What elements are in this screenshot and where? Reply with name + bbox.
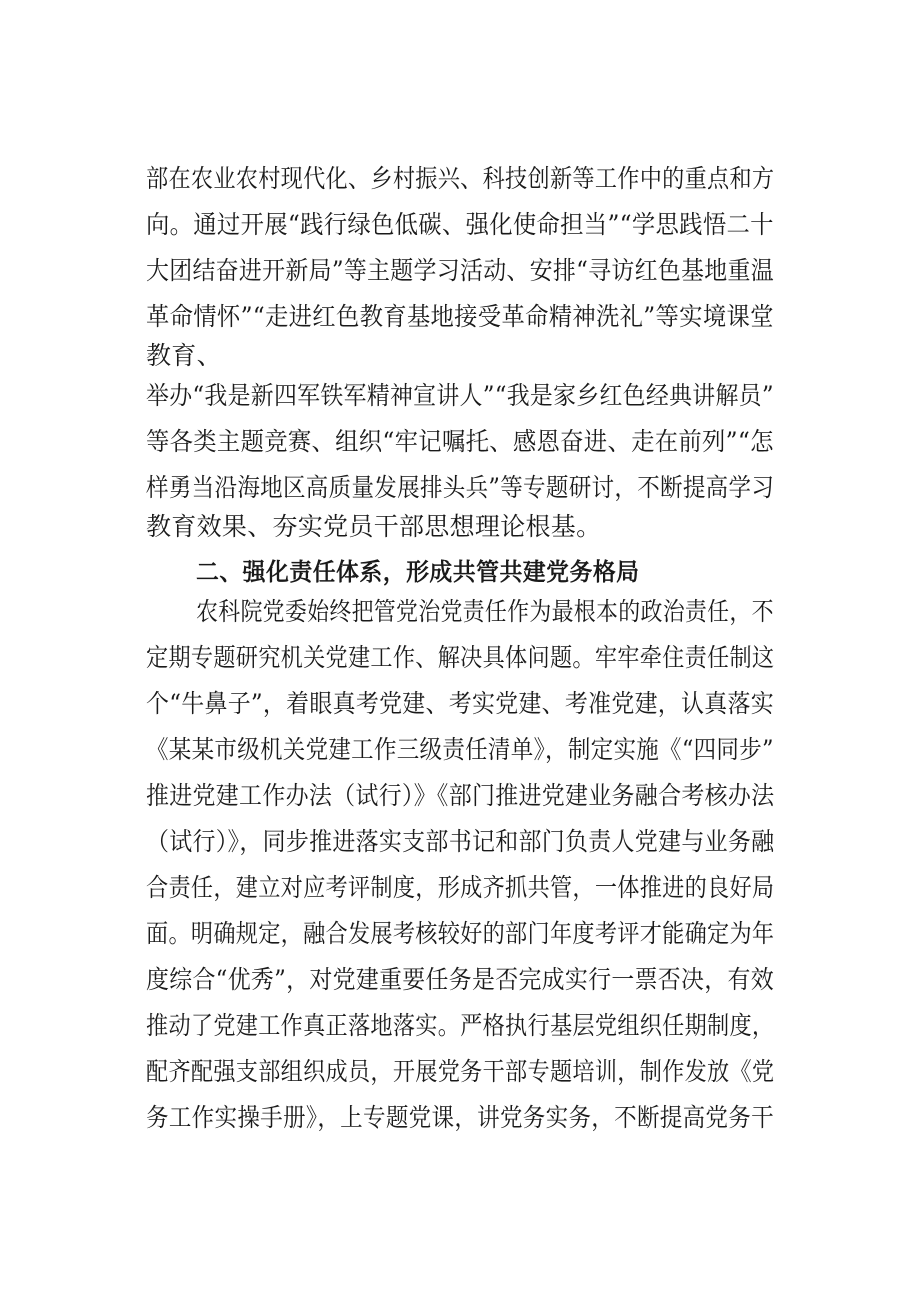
text-line: 革命情怀”“走进红色教育基地接受革命精神洗礼”等实境课堂 [146, 302, 774, 331]
text-line: 向。通过开展“践行绿色低碳、强化使命担当”“学思践悟二十 [146, 210, 774, 239]
text-line: 务工作实操手册》，上专题党课，讲党务实务，不断提高党务干 [146, 1103, 774, 1132]
text-line: 《某某市级机关党建工作三级责任清单》，制定实施《“四同步” [146, 735, 774, 764]
text-line: 个“牛鼻子”，着眼真考党建、考实党建、考准党建，认真落实 [146, 689, 774, 718]
text-line: 教育、 [146, 341, 222, 370]
text-line: 部在农业农村现代化、乡村振兴、科技创新等工作中的重点和方 [146, 164, 775, 193]
text-line: 样勇当沿海地区高质量发展排头兵”等专题研讨，不断提高学习 [146, 473, 775, 502]
text-line: （试行）》，同步推进落实支部书记和部门负责人党建与业务融 [146, 827, 775, 856]
text-line: 农科院党委始终把管党治党责任作为最根本的政治责任，不 [196, 597, 774, 626]
text-line: 举办“我是新四军铁军精神宣讲人”“我是家乡红色经典讲解员” [146, 381, 774, 410]
text-line: 定期专题研究机关党建工作、解决具体问题。牢牢牵住责任制这 [146, 643, 775, 672]
text-line: 配齐配强支部组织成员，开展党务干部专题培训，制作发放《党 [146, 1057, 775, 1086]
text-line: 推进党建工作办法（试行）》《部门推进党建业务融合考核办法 [146, 781, 775, 810]
text-line: 合责任，建立对应考评制度，形成齐抓共管，一体推进的良好局 [146, 873, 775, 902]
text-line: 推动了党建工作真正落地落实。严格执行基层党组织任期制度， [146, 1011, 775, 1040]
section-heading: 二、强化责任体系，形成共管共建党务格局 [196, 558, 640, 586]
text-line: 度综合“优秀”，对党建重要任务是否完成实行一票否决，有效 [146, 965, 774, 994]
text-line: 大团结奋进开新局”等主题学习活动、安排“寻访红色基地重温 [146, 256, 774, 285]
text-line: 面。明确规定，融合发展考核较好的部门年度考评才能确定为年 [146, 919, 775, 948]
text-line: 等各类主题竞赛、组织“牢记嘱托、感恩奋进、走在前列”“怎 [146, 427, 774, 456]
text-line: 教育效果、夯实党员干部思想理论根基。 [146, 512, 602, 541]
